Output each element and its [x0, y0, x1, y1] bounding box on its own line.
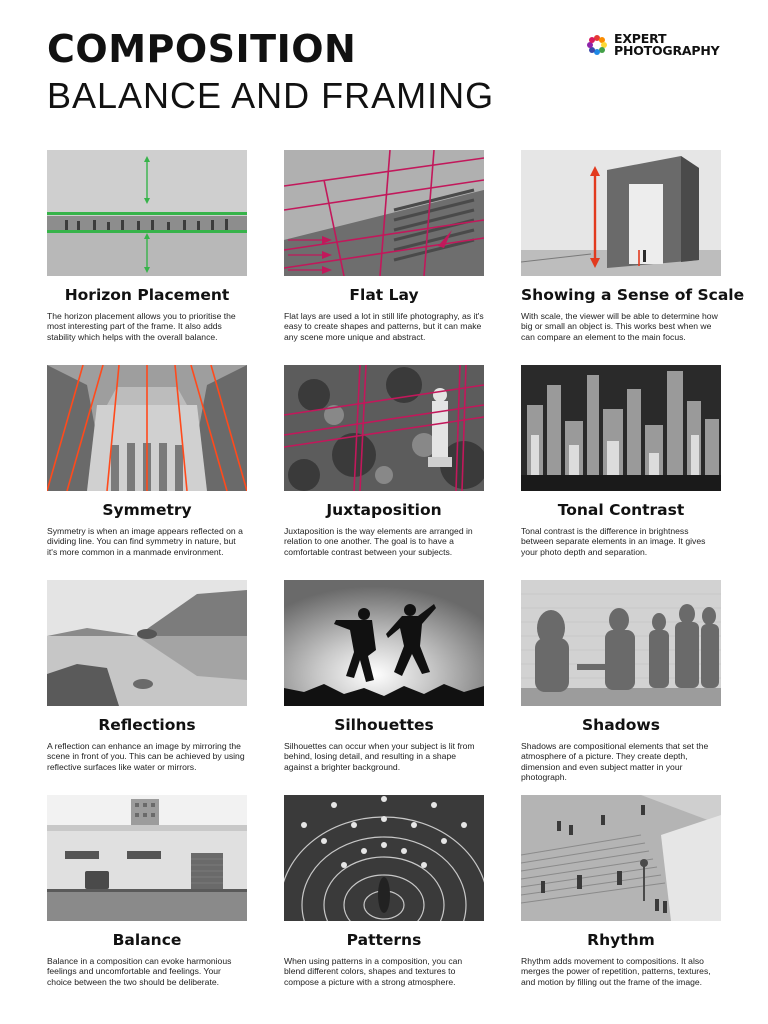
card-title: Balance	[112, 931, 182, 949]
card-title: Silhouettes	[334, 716, 434, 734]
card-description: Tonal contrast is the difference in brightness between separate elements in an image. It gives your photo depth and separation.	[521, 526, 706, 557]
juxtaposition-photo	[284, 365, 484, 491]
tonal-contrast-photo	[521, 365, 721, 491]
card-description: Balance in a composition can evoke harmonious feelings and uncomfortable and feelings. Your choice between the two should be deliberate.	[47, 956, 232, 987]
logo-text-line2: PHOTOGRAPHY	[614, 43, 720, 58]
card-title: Reflections	[98, 716, 196, 734]
card-description: Rhythm adds movement to compositions. It also merges the power of repetition, patterns, textures, and motion by filling out the frame of the image.	[521, 956, 711, 987]
card-sense-of-scale	[521, 150, 745, 342]
card-title: Flat Lay	[349, 286, 419, 304]
symmetry-photo	[47, 365, 247, 491]
patterns-photo	[284, 795, 484, 921]
card-title: Symmetry	[102, 501, 192, 519]
card-title: Patterns	[346, 931, 422, 949]
shadows-photo	[521, 580, 721, 706]
card-description: Silhouettes can occur when your subject is lit from behind, losing detail, and resulting in a shape against a brighter background.	[284, 741, 475, 772]
logo-text-line1: EXPERT	[614, 31, 667, 46]
page-subtitle: BALANCE AND FRAMING	[47, 75, 495, 116]
card-description: When using patterns in a composition, you can blend different colors, shapes and textures to compose a picture with a strong atmosphere.	[284, 956, 463, 987]
card-patterns	[284, 795, 484, 987]
card-shadows	[521, 580, 721, 783]
card-description: Symmetry is when an image appears reflected on a dividing line. You can find symmetry in nature, but it's more common in a manmade environment.	[47, 526, 243, 557]
card-reflections	[47, 580, 247, 772]
card-title: Rhythm	[587, 931, 655, 949]
card-description: With scale, the viewer will be able to determine how big or small an object is. This works best when we can compare an element to the main focus.	[521, 311, 718, 342]
flat-lay-photo	[284, 150, 484, 276]
card-title: Shadows	[582, 716, 660, 734]
logo-flower-icon	[586, 34, 608, 56]
card-description: The horizon placement allows you to prioritise the most interesting part of the frame. It also adds stability which helps with the overall balance.	[47, 311, 236, 342]
card-description: Flat lays are used a lot in still life photography, as it's easy to create shapes and patterns, but it can make any scene more unique and abstract.	[284, 311, 484, 342]
card-symmetry	[47, 365, 247, 557]
silhouettes-photo	[284, 580, 484, 706]
card-balance	[47, 795, 247, 987]
reflections-photo	[47, 580, 247, 706]
card-horizon-placement	[47, 150, 247, 342]
card-title: Showing a Sense of Scale	[521, 286, 745, 304]
card-rhythm	[521, 795, 721, 987]
card-description: Juxtaposition is the way elements are arranged in relation to one another. The goal is to have a comfortable contrast between your subjects.	[284, 526, 473, 557]
card-title: Tonal Contrast	[557, 501, 685, 519]
card-description: A reflection can enhance an image by mirroring the scene in front of you. This can be achieved by using reflective surfaces like water or mirrors.	[47, 741, 245, 772]
card-flat-lay	[284, 150, 484, 342]
sense-of-scale-photo	[521, 150, 721, 276]
balance-photo	[47, 795, 247, 921]
horizon-placement-photo	[47, 150, 247, 276]
card-title: Juxtaposition	[326, 501, 442, 519]
card-silhouettes	[284, 580, 484, 772]
card-title: Horizon Placement	[64, 286, 230, 304]
page-title: COMPOSITION	[47, 27, 357, 71]
card-description: Shadows are compositional elements that set the atmosphere of a picture. They create depth, dimension and even subject matter in your photograph.	[521, 741, 709, 783]
card-tonal-contrast	[521, 365, 721, 557]
rhythm-photo	[521, 795, 721, 921]
card-juxtaposition	[284, 365, 484, 557]
expert-photography-logo[interactable]	[586, 33, 719, 57]
